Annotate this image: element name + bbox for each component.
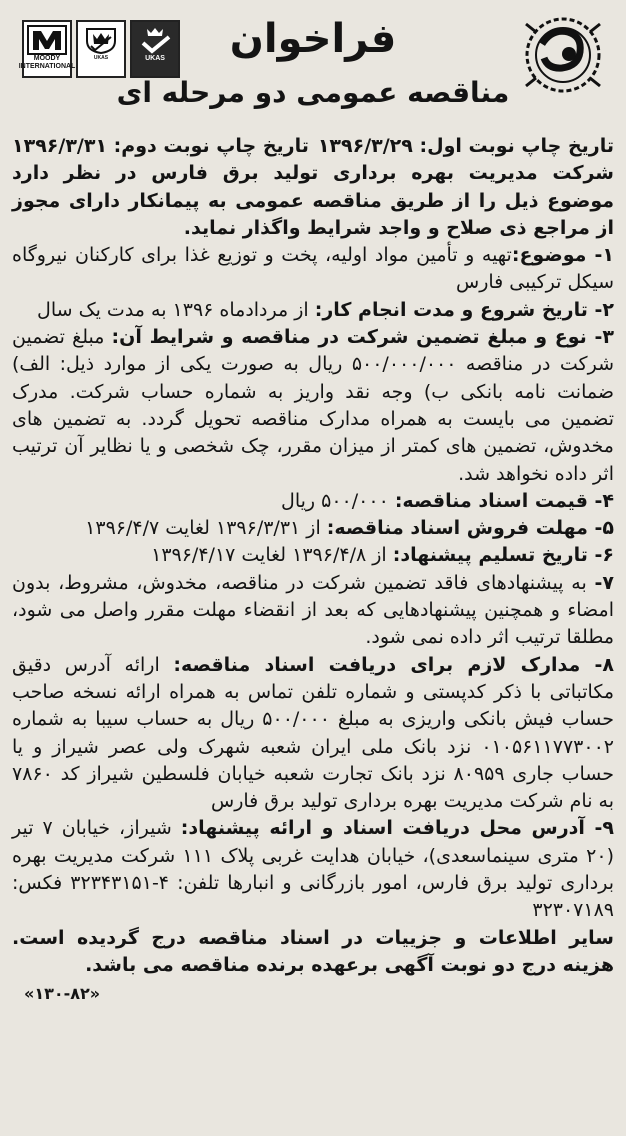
notice-body — [12, 133, 614, 979]
notice-subtitle: مناقصه عمومی دو مرحله ای — [116, 76, 510, 109]
item-text: شیراز، خیابان ۷ تیر (۲۰ متری سینماسعدی)، خیابان هدایت غربی پلاک ۱۱۱ شرکت مدیریت بهره برداری تولید برق فارس، امور بازرگانی و انبارها تلفن: ۴-۳۲۳۴۳۱۵۱ فکس: ۳۲۳۰۷۱۸۹ — [12, 817, 614, 922]
item-submission-date — [12, 542, 614, 569]
first-print-date: تاریخ چاپ نوبت اول: ۱۳۹۶/۳/۲۹ — [317, 135, 614, 157]
item-label: ۶- تاریخ تسلیم پیشنهاد: — [392, 544, 614, 567]
item-label: ۲- تاریخ شروع و مدت انجام کار: — [314, 298, 614, 321]
item-label: ۴- قیمت اسناد مناقصه: — [394, 489, 614, 512]
item-subject — [12, 242, 614, 297]
item-start-duration — [12, 297, 614, 324]
print-dates — [12, 133, 614, 160]
item-label: ۹- آدرس محل دریافت اسناد و ارائه پیشنهاد: — [180, 817, 615, 840]
item-document-price — [12, 488, 614, 515]
item-label: ۱- موضوع: — [511, 244, 614, 267]
item-text: تهیه و تأمین مواد اولیه، پخت و توزیع غذا برای کارکنان نیروگاه سیکل ترکیبی فارس — [12, 244, 614, 294]
item-rejection-terms — [12, 570, 614, 652]
item-text: ۵۰۰/۰۰۰ ریال — [281, 489, 395, 512]
second-print-date: تاریخ چاپ نوبت دوم: ۱۳۹۶/۳/۳۱ — [12, 135, 309, 157]
item-text: مبلغ تضمین شرکت در مناقصه ۵۰۰/۰۰۰/۰۰۰ ریال به صورت یکی از موارد ذیل: الف) ضمانت نامه بانکی ب) وجه نقد واریز به شماره حساب شرکت. مدرک تضمین می بایست به همراه مدارک مناقصه تحویل گردد. به تضمین های مخدوش، تضمین های کمتر از میزان مقرر، چک شخصی و یا نظایر آن ترتیب اثر داده نخواهد شد. — [12, 326, 615, 485]
item-required-documents — [12, 652, 614, 816]
intro-paragraph: شرکت مدیریت بهره برداری تولید برق فارس در نظر دارد موضوع ذیل را از طریق مناقصه عمومی به پیمانکار دارای مجوز از مراجع ذی صلاح و واجد شرایط واگذار نماید. — [12, 162, 614, 239]
item-guarantee — [12, 324, 614, 488]
company-emblem-icon — [522, 14, 604, 96]
item-text: ارائه آدرس دقیق مکاتباتی با ذکر کدپستی و شماره تلفن تماس به همراه ارائه نسخه صاحب حساب فیش بانکی واریزی به مبلغ ۵۰۰/۰۰۰ ریال به حساب سیبا به شماره ۰۱۰۵۶۱۱۷۷۳۰۰۲ نزد بانک ملی ایران شعبه شهرک ولی عصر شیراز و یا حساب جاری ۸۰۹۵۹ نزد بانک تجارت شعبه خیابان فلسطین شیراز کد ۷۸۶۰ به نام شرکت مدیریت بهره برداری تولید برق فارس — [12, 653, 614, 813]
item-address — [12, 815, 614, 924]
item-sale-deadline — [12, 515, 614, 542]
item-text: از مردادماه ۱۳۹۶ به مدت یک سال — [37, 298, 315, 321]
ukas-check-caption: UKAS — [145, 55, 165, 62]
notice-title: فراخوان — [229, 16, 397, 62]
item-label: ۸- مدارک لازم برای دریافت اسناد مناقصه: — [173, 653, 614, 676]
item-text: از ۱۳۹۶/۴/۸ لغایت ۱۳۹۶/۴/۱۷ — [151, 544, 393, 567]
item-text: از ۱۳۹۶/۳/۳۱ لغایت ۱۳۹۶/۴/۷ — [85, 517, 327, 540]
item-label: ۷- — [594, 571, 614, 594]
closing-paragraph: سایر اطلاعات و جزییات در اسناد مناقصه درج گردیده است. هزینه درج دو نوبت آگهی برعهده برنده مناقصه می باشد. — [12, 926, 614, 976]
item-label: ۵- مهلت فروش اسناد مناقصه: — [326, 517, 614, 540]
item-text: به پیشنهادهای فاقد تضمین شرکت در مناقصه، مخدوش، مشروط، بدون امضاء و همچنین پیشنهادهایی که بعد از انقضاء مهلت مقرر واصل می شود، مطلقا ترتیب اثر داده نمی شود. — [12, 571, 614, 649]
ukas-crown-caption: UKAS — [93, 55, 109, 61]
moody-logo-caption: MOODY INTERNATIONAL — [18, 55, 76, 70]
item-label: ۳- نوع و مبلغ تضمین شرکت در مناقصه و شرایط آن: — [111, 326, 614, 349]
notice-header — [12, 8, 614, 133]
ad-code: «۱۳۰-۸۲» — [24, 984, 101, 1004]
